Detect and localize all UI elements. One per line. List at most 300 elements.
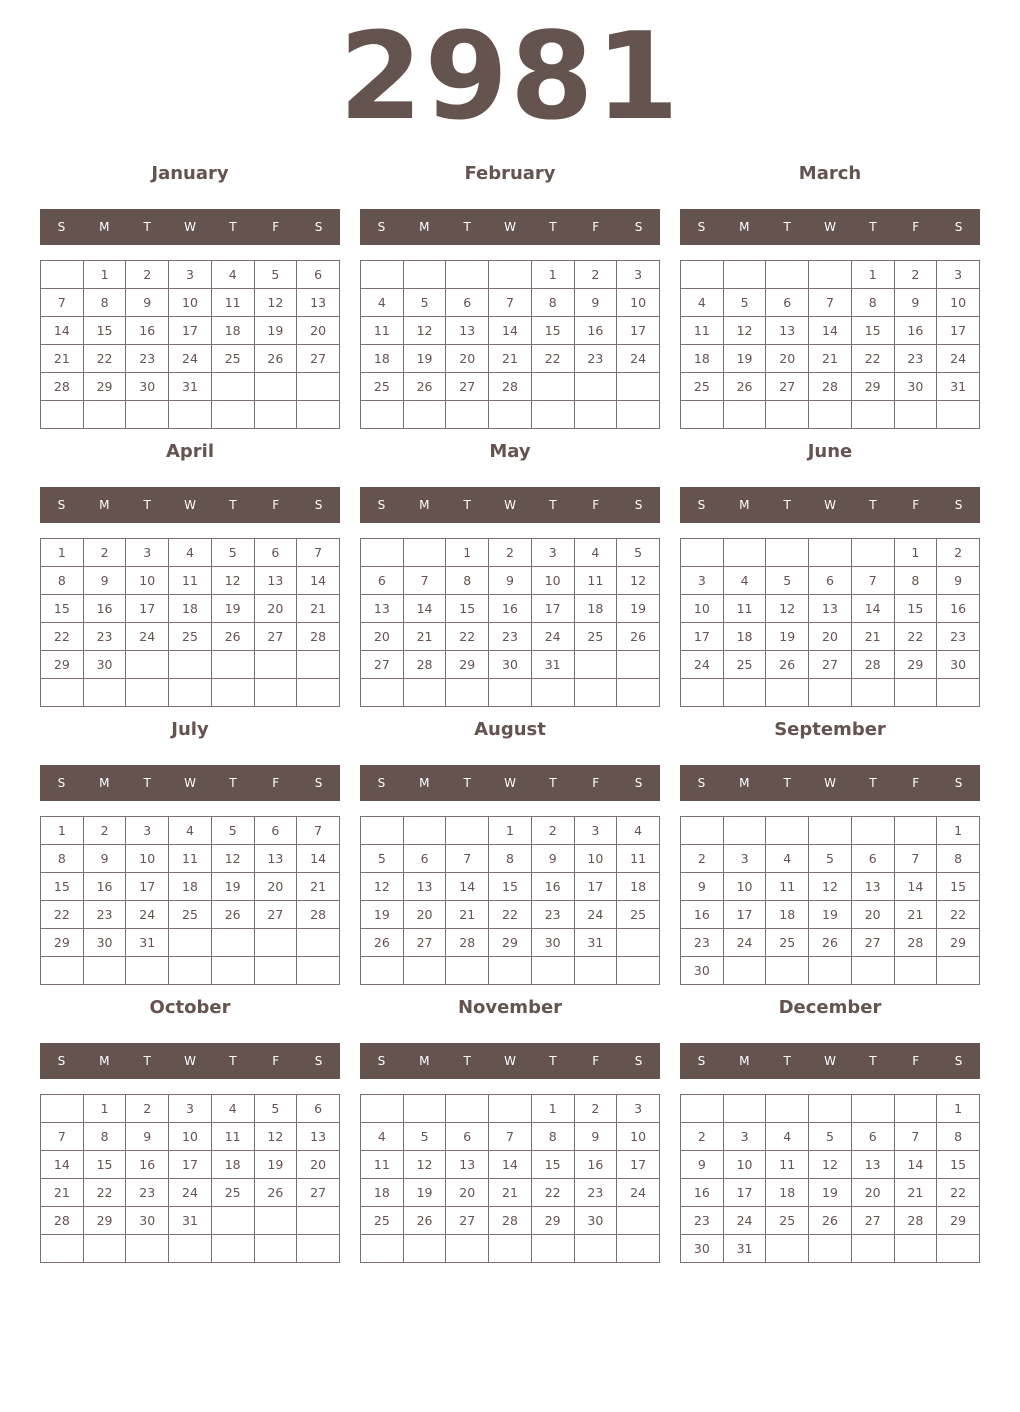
day-cell: 15 bbox=[41, 873, 84, 901]
day-cell bbox=[937, 401, 980, 429]
day-cell: 8 bbox=[851, 289, 894, 317]
day-cell: 19 bbox=[766, 623, 809, 651]
day-cell bbox=[617, 679, 660, 707]
day-cell: 17 bbox=[617, 1151, 660, 1179]
weekday-label: S bbox=[954, 1054, 963, 1068]
day-cell: 17 bbox=[126, 873, 169, 901]
day-cell: 3 bbox=[126, 539, 169, 567]
day-cell: 1 bbox=[83, 1095, 126, 1123]
day-cell bbox=[41, 957, 84, 985]
day-cell: 19 bbox=[361, 901, 404, 929]
day-cell bbox=[254, 651, 297, 679]
day-cell bbox=[446, 817, 489, 845]
day-cell bbox=[446, 1235, 489, 1263]
day-cell: 13 bbox=[297, 289, 340, 317]
day-cell bbox=[83, 957, 126, 985]
week-row bbox=[41, 901, 340, 929]
day-cell: 3 bbox=[617, 1095, 660, 1123]
day-cell: 31 bbox=[937, 373, 980, 401]
day-cell: 20 bbox=[766, 345, 809, 373]
day-cell: 20 bbox=[851, 901, 894, 929]
week-row bbox=[41, 623, 340, 651]
day-cell: 6 bbox=[254, 817, 297, 845]
weekday-label: T bbox=[143, 1054, 151, 1068]
day-cell: 1 bbox=[937, 817, 980, 845]
day-cell: 21 bbox=[894, 1179, 937, 1207]
day-cell: 18 bbox=[617, 873, 660, 901]
weekday-label: S bbox=[314, 1054, 323, 1068]
day-cell: 25 bbox=[681, 373, 724, 401]
day-cell bbox=[403, 1235, 446, 1263]
weekday-label: S bbox=[377, 498, 386, 512]
weekday-label: S bbox=[697, 1054, 706, 1068]
day-cell: 14 bbox=[297, 845, 340, 873]
day-cell: 30 bbox=[126, 1207, 169, 1235]
day-cell: 9 bbox=[574, 289, 617, 317]
day-cell: 8 bbox=[937, 1123, 980, 1151]
day-cell: 10 bbox=[937, 289, 980, 317]
day-cell: 2 bbox=[681, 845, 724, 873]
day-cell: 10 bbox=[126, 567, 169, 595]
day-cell bbox=[169, 957, 212, 985]
weekday-label: W bbox=[504, 1054, 516, 1068]
day-cell: 11 bbox=[574, 567, 617, 595]
day-cell: 2 bbox=[83, 539, 126, 567]
day-cell bbox=[617, 929, 660, 957]
weekday-label: T bbox=[229, 498, 237, 512]
day-cell: 21 bbox=[446, 901, 489, 929]
day-cell: 19 bbox=[403, 1179, 446, 1207]
weekday-label: S bbox=[57, 1054, 66, 1068]
day-cell: 28 bbox=[894, 929, 937, 957]
day-cell: 24 bbox=[617, 345, 660, 373]
day-cell: 29 bbox=[446, 651, 489, 679]
day-cell: 14 bbox=[489, 317, 532, 345]
day-cell: 6 bbox=[851, 1123, 894, 1151]
day-cell: 14 bbox=[894, 1151, 937, 1179]
day-cell: 26 bbox=[211, 901, 254, 929]
day-cell: 7 bbox=[489, 289, 532, 317]
month-name: June bbox=[807, 441, 853, 462]
weekday-label: W bbox=[824, 776, 836, 790]
day-cell: 22 bbox=[851, 345, 894, 373]
day-cell: 28 bbox=[894, 1207, 937, 1235]
day-cell: 10 bbox=[723, 873, 766, 901]
day-cell: 7 bbox=[297, 817, 340, 845]
day-cell: 14 bbox=[297, 567, 340, 595]
weekday-label: F bbox=[912, 1054, 920, 1068]
day-cell bbox=[211, 929, 254, 957]
day-cell bbox=[403, 679, 446, 707]
month-name: September bbox=[774, 719, 886, 740]
day-cell: 27 bbox=[254, 623, 297, 651]
day-cell: 17 bbox=[574, 873, 617, 901]
day-cell bbox=[489, 1095, 532, 1123]
weekday-label: W bbox=[184, 1054, 196, 1068]
day-cell: 13 bbox=[851, 873, 894, 901]
day-cell bbox=[297, 651, 340, 679]
day-cell: 23 bbox=[574, 1179, 617, 1207]
day-cell bbox=[169, 679, 212, 707]
week-row bbox=[361, 261, 660, 289]
day-cell: 1 bbox=[851, 261, 894, 289]
weekday-label: F bbox=[272, 498, 280, 512]
weekday-label: T bbox=[783, 498, 791, 512]
day-cell: 17 bbox=[681, 623, 724, 651]
day-cell: 15 bbox=[937, 873, 980, 901]
day-cell: 3 bbox=[937, 261, 980, 289]
day-cell: 25 bbox=[574, 623, 617, 651]
day-cell: 17 bbox=[531, 595, 574, 623]
day-cell: 11 bbox=[723, 595, 766, 623]
day-cell: 3 bbox=[681, 567, 724, 595]
week-row bbox=[361, 289, 660, 317]
day-cell: 30 bbox=[894, 373, 937, 401]
day-cell: 12 bbox=[766, 595, 809, 623]
day-cell: 18 bbox=[361, 345, 404, 373]
day-cell: 1 bbox=[937, 1095, 980, 1123]
day-cell: 2 bbox=[489, 539, 532, 567]
day-cell: 30 bbox=[489, 651, 532, 679]
weekday-label: S bbox=[634, 776, 643, 790]
week-row bbox=[361, 679, 660, 707]
day-cell: 19 bbox=[809, 901, 852, 929]
day-cell: 23 bbox=[531, 901, 574, 929]
day-cell: 31 bbox=[531, 651, 574, 679]
day-cell: 2 bbox=[574, 261, 617, 289]
day-cell: 4 bbox=[723, 567, 766, 595]
day-cell: 4 bbox=[617, 817, 660, 845]
day-cell bbox=[126, 679, 169, 707]
day-grid bbox=[360, 538, 660, 707]
day-cell: 25 bbox=[211, 345, 254, 373]
weekday-label: M bbox=[739, 1054, 750, 1068]
day-cell: 16 bbox=[681, 901, 724, 929]
weekday-label: M bbox=[419, 776, 430, 790]
day-cell: 26 bbox=[403, 1207, 446, 1235]
day-cell: 27 bbox=[809, 651, 852, 679]
day-cell: 31 bbox=[723, 1235, 766, 1263]
day-cell bbox=[809, 539, 852, 567]
weekday-label: M bbox=[739, 776, 750, 790]
day-cell: 21 bbox=[403, 623, 446, 651]
weekday-header bbox=[680, 765, 980, 801]
weekday-label: T bbox=[229, 220, 237, 234]
day-cell: 4 bbox=[766, 845, 809, 873]
day-cell bbox=[809, 261, 852, 289]
day-cell: 24 bbox=[531, 623, 574, 651]
day-cell: 3 bbox=[126, 817, 169, 845]
day-cell bbox=[446, 401, 489, 429]
day-cell: 4 bbox=[681, 289, 724, 317]
day-cell: 10 bbox=[531, 567, 574, 595]
day-cell: 30 bbox=[531, 929, 574, 957]
day-cell: 29 bbox=[41, 929, 84, 957]
day-grid bbox=[360, 1094, 660, 1263]
day-cell: 14 bbox=[41, 317, 84, 345]
weekday-header bbox=[40, 1043, 340, 1079]
weekday-label: T bbox=[869, 498, 877, 512]
day-cell: 17 bbox=[126, 595, 169, 623]
day-cell: 5 bbox=[403, 1123, 446, 1151]
weekday-label: S bbox=[57, 776, 66, 790]
week-row bbox=[681, 1207, 980, 1235]
day-cell bbox=[254, 957, 297, 985]
week-row bbox=[681, 873, 980, 901]
day-cell: 23 bbox=[937, 623, 980, 651]
day-cell bbox=[766, 957, 809, 985]
week-row bbox=[41, 1123, 340, 1151]
day-cell: 20 bbox=[403, 901, 446, 929]
week-row bbox=[361, 957, 660, 985]
day-cell: 12 bbox=[403, 317, 446, 345]
day-cell: 27 bbox=[297, 345, 340, 373]
month-name: October bbox=[149, 997, 231, 1018]
day-cell: 20 bbox=[446, 1179, 489, 1207]
week-row bbox=[41, 1207, 340, 1235]
day-cell: 20 bbox=[297, 1151, 340, 1179]
day-cell: 23 bbox=[894, 345, 937, 373]
day-cell bbox=[723, 957, 766, 985]
day-cell: 31 bbox=[169, 373, 212, 401]
day-cell: 10 bbox=[617, 1123, 660, 1151]
day-cell bbox=[254, 679, 297, 707]
day-cell: 18 bbox=[169, 595, 212, 623]
week-row bbox=[681, 1151, 980, 1179]
week-row bbox=[41, 929, 340, 957]
week-row bbox=[681, 845, 980, 873]
weekday-label: S bbox=[634, 1054, 643, 1068]
week-row bbox=[361, 567, 660, 595]
day-cell: 30 bbox=[937, 651, 980, 679]
day-cell: 22 bbox=[41, 623, 84, 651]
day-cell: 18 bbox=[681, 345, 724, 373]
week-row bbox=[681, 1123, 980, 1151]
month-name: December bbox=[778, 997, 882, 1018]
day-cell: 10 bbox=[126, 845, 169, 873]
day-cell: 26 bbox=[809, 1207, 852, 1235]
week-row bbox=[41, 373, 340, 401]
day-cell: 12 bbox=[809, 1151, 852, 1179]
weekday-label: F bbox=[592, 776, 600, 790]
day-grid bbox=[360, 816, 660, 985]
day-cell bbox=[361, 1095, 404, 1123]
day-cell bbox=[851, 957, 894, 985]
day-cell: 18 bbox=[766, 1179, 809, 1207]
day-cell: 24 bbox=[617, 1179, 660, 1207]
day-cell bbox=[297, 929, 340, 957]
day-cell bbox=[41, 1095, 84, 1123]
weekday-label: S bbox=[634, 498, 643, 512]
day-cell: 16 bbox=[894, 317, 937, 345]
day-cell: 29 bbox=[489, 929, 532, 957]
weekday-label: S bbox=[954, 220, 963, 234]
day-cell bbox=[126, 1235, 169, 1263]
weekday-header bbox=[680, 487, 980, 523]
day-cell: 2 bbox=[126, 1095, 169, 1123]
weekday-label: F bbox=[912, 776, 920, 790]
day-cell: 30 bbox=[574, 1207, 617, 1235]
weekday-label: W bbox=[184, 776, 196, 790]
day-cell: 2 bbox=[937, 539, 980, 567]
day-cell: 21 bbox=[809, 345, 852, 373]
day-cell: 8 bbox=[894, 567, 937, 595]
day-cell bbox=[126, 401, 169, 429]
week-row bbox=[681, 345, 980, 373]
weekday-label: T bbox=[549, 220, 557, 234]
day-cell: 1 bbox=[489, 817, 532, 845]
day-cell: 28 bbox=[489, 373, 532, 401]
day-cell: 21 bbox=[41, 1179, 84, 1207]
day-cell: 21 bbox=[297, 873, 340, 901]
weekday-label: S bbox=[954, 776, 963, 790]
day-cell bbox=[169, 929, 212, 957]
day-cell: 20 bbox=[809, 623, 852, 651]
day-cell: 11 bbox=[361, 1151, 404, 1179]
day-cell: 19 bbox=[617, 595, 660, 623]
day-cell: 15 bbox=[851, 317, 894, 345]
day-cell: 24 bbox=[126, 901, 169, 929]
weekday-label: T bbox=[549, 1054, 557, 1068]
day-cell bbox=[617, 373, 660, 401]
week-row bbox=[361, 1207, 660, 1235]
day-cell bbox=[894, 1235, 937, 1263]
day-cell: 14 bbox=[403, 595, 446, 623]
day-cell: 11 bbox=[681, 317, 724, 345]
weekday-label: F bbox=[912, 220, 920, 234]
day-cell: 24 bbox=[723, 1207, 766, 1235]
day-cell bbox=[681, 539, 724, 567]
day-cell: 20 bbox=[297, 317, 340, 345]
week-row bbox=[361, 595, 660, 623]
day-cell: 9 bbox=[894, 289, 937, 317]
day-grid bbox=[680, 1094, 980, 1263]
weekday-label: T bbox=[143, 220, 151, 234]
day-cell: 30 bbox=[681, 1235, 724, 1263]
day-cell: 11 bbox=[169, 845, 212, 873]
day-cell bbox=[809, 1095, 852, 1123]
day-cell: 6 bbox=[446, 289, 489, 317]
day-cell bbox=[894, 957, 937, 985]
month-name: August bbox=[474, 719, 546, 740]
day-cell: 13 bbox=[254, 845, 297, 873]
day-cell bbox=[937, 679, 980, 707]
weekday-label: T bbox=[549, 776, 557, 790]
day-cell: 12 bbox=[211, 567, 254, 595]
weekday-label: T bbox=[229, 776, 237, 790]
day-cell bbox=[531, 679, 574, 707]
day-cell bbox=[297, 401, 340, 429]
day-cell bbox=[446, 957, 489, 985]
weekday-label: F bbox=[272, 1054, 280, 1068]
year-title: 2981 bbox=[339, 8, 681, 147]
day-cell: 29 bbox=[83, 373, 126, 401]
day-cell: 30 bbox=[126, 373, 169, 401]
day-cell bbox=[403, 261, 446, 289]
weekday-label: T bbox=[143, 776, 151, 790]
day-cell: 20 bbox=[254, 595, 297, 623]
day-cell: 15 bbox=[83, 1151, 126, 1179]
day-cell: 23 bbox=[83, 901, 126, 929]
day-cell: 27 bbox=[766, 373, 809, 401]
day-cell bbox=[489, 957, 532, 985]
weekday-label: S bbox=[697, 776, 706, 790]
day-cell: 22 bbox=[894, 623, 937, 651]
day-cell bbox=[211, 373, 254, 401]
day-cell bbox=[211, 1235, 254, 1263]
weekday-label: F bbox=[912, 498, 920, 512]
day-cell: 29 bbox=[41, 651, 84, 679]
day-cell: 4 bbox=[211, 261, 254, 289]
day-cell bbox=[361, 957, 404, 985]
weekday-label: S bbox=[314, 776, 323, 790]
day-cell: 18 bbox=[766, 901, 809, 929]
day-cell bbox=[766, 679, 809, 707]
day-cell: 28 bbox=[41, 373, 84, 401]
day-cell: 3 bbox=[574, 817, 617, 845]
day-cell bbox=[489, 401, 532, 429]
week-row bbox=[681, 1235, 980, 1263]
day-cell: 9 bbox=[126, 289, 169, 317]
day-cell bbox=[361, 539, 404, 567]
week-row bbox=[361, 345, 660, 373]
day-cell bbox=[254, 401, 297, 429]
weekday-label: T bbox=[783, 1054, 791, 1068]
week-row bbox=[361, 1179, 660, 1207]
day-cell bbox=[809, 679, 852, 707]
day-cell: 6 bbox=[297, 1095, 340, 1123]
day-cell: 7 bbox=[297, 539, 340, 567]
day-cell bbox=[723, 817, 766, 845]
day-cell bbox=[489, 1235, 532, 1263]
week-row bbox=[681, 289, 980, 317]
weekday-label: M bbox=[99, 1054, 110, 1068]
day-cell: 7 bbox=[41, 289, 84, 317]
weekday-label: F bbox=[592, 498, 600, 512]
weekday-label: T bbox=[783, 220, 791, 234]
day-cell: 6 bbox=[254, 539, 297, 567]
week-row bbox=[41, 651, 340, 679]
day-grid bbox=[40, 816, 340, 985]
day-cell: 21 bbox=[489, 1179, 532, 1207]
week-row bbox=[681, 317, 980, 345]
day-cell: 13 bbox=[809, 595, 852, 623]
day-cell: 10 bbox=[681, 595, 724, 623]
day-cell bbox=[403, 1095, 446, 1123]
day-cell: 8 bbox=[531, 1123, 574, 1151]
day-cell: 7 bbox=[851, 567, 894, 595]
weekday-label: W bbox=[504, 498, 516, 512]
day-cell: 11 bbox=[211, 289, 254, 317]
day-cell bbox=[723, 1095, 766, 1123]
day-cell bbox=[681, 679, 724, 707]
day-cell bbox=[297, 373, 340, 401]
day-cell: 19 bbox=[211, 873, 254, 901]
day-cell bbox=[766, 539, 809, 567]
day-cell: 21 bbox=[297, 595, 340, 623]
weekday-label: T bbox=[869, 1054, 877, 1068]
week-row bbox=[41, 289, 340, 317]
day-cell: 3 bbox=[531, 539, 574, 567]
day-cell: 22 bbox=[41, 901, 84, 929]
weekday-header bbox=[360, 209, 660, 245]
day-cell: 12 bbox=[361, 873, 404, 901]
weekday-label: M bbox=[419, 1054, 430, 1068]
day-cell: 2 bbox=[126, 261, 169, 289]
day-cell: 18 bbox=[211, 317, 254, 345]
day-cell: 13 bbox=[403, 873, 446, 901]
day-cell: 24 bbox=[681, 651, 724, 679]
